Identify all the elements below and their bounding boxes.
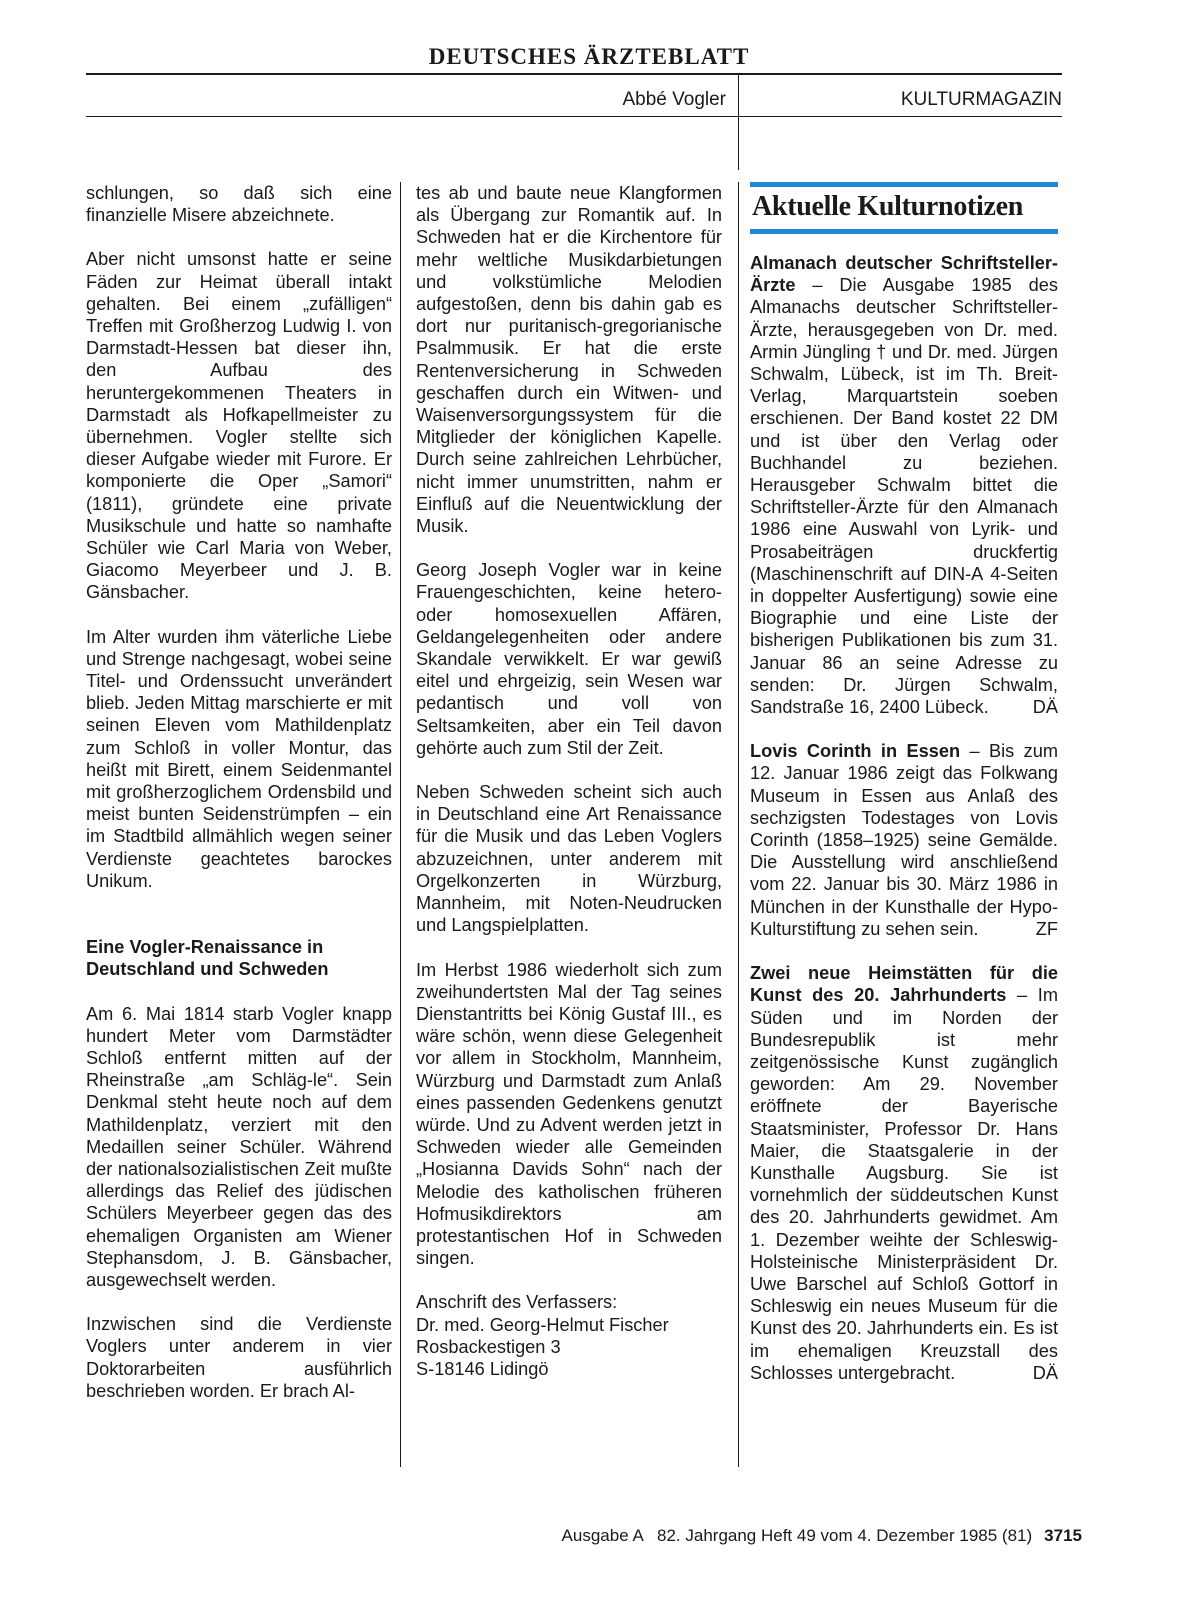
note-heading: Almanach deutscher Schriftsteller-Ärzte xyxy=(750,253,1058,296)
author-address-street: Rosbackestigen 3 xyxy=(416,1336,561,1357)
paragraph: Im Herbst 1986 wiederholt sich zum zweihundertsten Mal der Tag seines Dienstantritts bei König Gustaf III., es wäre schön, wenn diese Gelegenheit vor allem in Stockholm, Mannheim, Würzburg und Darmstadt zum Anlaß eines passenden Gedenkens genutzt würde. Und zu Advent werden jetzt in Schweden wieder alle Gemeinden „Hosianna Davids Sohn“ nach der Melodie des katholischen früheren Hofmusikdirektors am protestantischen Hof in Schweden singen. xyxy=(416,959,722,1269)
notes-title: Aktuelle Kulturnotizen xyxy=(752,191,1024,222)
author-address-name: Dr. med. Georg-Helmut Fischer xyxy=(416,1314,669,1335)
paragraph: Im Alter wurden ihm väterliche Liebe und Strenge nachgesagt, wobei seine Titel- und Ordenssucht unverändert blieb. Jeden Mittag marschierte er mit seinen Eleven vom Mathildenplatz zum Schloß in voller Montur, das heißt mit Birett, einem Seidenmantel mit großherzoglichem Ordensbild und meist bunten Seidenstrümpfen – ein im Stadtbild allmählich wegen seiner Verdienste geachtetes barockes Unikum. xyxy=(86,626,392,891)
section-category: KULTURMAGAZIN xyxy=(900,89,1062,110)
column-divider-1 xyxy=(400,182,401,1467)
section-title: Abbé Vogler xyxy=(622,89,726,110)
note-signature: ZF xyxy=(1035,918,1058,939)
top-rule xyxy=(86,73,1062,75)
paragraph: Neben Schweden scheint sich auch in Deutschland eine Art Renaissance für die Musik und das Leben Voglers abzuzeichnen, unter anderem mit Orgelkonzerten in Würzburg, Mannheim, mit Noten-Neudrucken und Langspielplatten. xyxy=(416,782,722,936)
culture-note xyxy=(750,252,1058,718)
paragraph: Inzwischen sind die Verdienste Voglers unter anderem in vier Doktorarbeiten ausführlich beschrieben worden. Er brach Al- xyxy=(86,1314,392,1401)
page-footer xyxy=(562,1525,1082,1547)
page-number: 3715 xyxy=(1044,1526,1082,1545)
title-bar-top xyxy=(750,182,1058,187)
header-divider xyxy=(738,74,739,170)
paragraph: Georg Joseph Vogler war in keine Frauengeschichten, keine hetero- oder homosexuellen Affären, Geldangelegenheiten oder andere Skandale verwikkelt. Er war gewiß eitel und ehrgeizig, sein Wesen war pedantisch und voll von Seltsamkeiten, aber ein Teil davon gehörte auch zum Stil der Zeit. xyxy=(416,560,722,758)
culture-note xyxy=(750,740,1058,940)
column-2 xyxy=(416,182,722,1380)
note-heading: Lovis Corinth in Essen xyxy=(750,741,961,762)
column-3 xyxy=(750,182,1058,1406)
paragraph: Am 6. Mai 1814 starb Vogler knapp hundert Meter vom Darmstädter Schloß entfernt mitten auf der Rheinstraße „am Schläg-le“. Sein Denkmal steht heute noch auf dem Mathildenplatz, verziert mit den Medaillen seiner Schüler. Während der nationalsozialistischen Zeit mußte allerdings das Relief des jüdischen Schülers Meyerbeer gegen das des ehemaligen Organisten am Wiener Stephansdom, J. B. Gänsbacher, ausgewechselt werden. xyxy=(86,1003,392,1290)
note-body: – Bis zum 12. Januar 1986 zeigt das Folkwang Museum in Essen aus Anlaß des sechzigsten Todestages von Lovis Corinth (1858–1925) seine Gemälde. Die Ausstellung wird anschließend vom 22. Januar bis 30. März 1986 in München in der Kunsthalle der Hypo-Kulturstiftung zu sehen sein. xyxy=(750,741,1058,939)
paragraph: schlungen, so daß sich eine finanzielle Misere abzeichnete. xyxy=(86,183,392,226)
note-heading: Zwei neue Heimstätten für die Kunst des 20. Jahrhunderts xyxy=(750,963,1058,1006)
author-address-label: Anschrift des Verfassers: xyxy=(416,1292,618,1313)
title-bar-bottom xyxy=(750,229,1058,234)
header-rule xyxy=(86,116,1062,117)
culture-note xyxy=(750,962,1058,1384)
issue-info: Ausgabe A 82. Jahrgang Heft 49 vom 4. Dezember 1985 (81) xyxy=(561,1526,1033,1545)
note-body: – Die Ausgabe 1985 des Almanachs deutscher Schriftsteller-Ärzte, herausgegeben von Dr. med. Armin Jüngling † und Dr. med. Jürgen Schwalm, Lübeck, ist im Th. Breit-Verlag, Marquartstein soeben erschienen. Der Band kostet 22 DM und ist über den Verlag oder Buchhandel zu beziehen. Herausgeber Schwalm bittet die Schriftsteller-Ärzte für den Almanach 1986 eine Auswahl von Lyrik- und Prosabeiträgen druckfertig (Maschinenschrift auf DIN-A 4-Seiten in doppelter Ausfertigung) sowie eine Biographie und eine Liste der bisherigen Publikationen bis zum 31. Januar 86 an seine Adresse zu senden: Dr. Jürgen Schwalm, Sandstraße 16, 2400 Lübeck. xyxy=(750,275,1058,718)
paragraph: Aber nicht umsonst hatte er seine Fäden zur Heimat überall intakt gehalten. Bei einem „zufälligen“ Treffen mit Großherzog Ludwig I. von Darmstadt-Hessen bat dieser ihn, den Aufbau des heruntergekommenen Theaters in Darmstadt als Hofkapellmeister zu übernehmen. Vogler stellte sich dieser Aufgabe wieder mit Furore. Er komponierte die Oper „Samori“ (1811), gründete eine private Musikschule und hatte so namhafte Schüler wie Carl Maria von Weber, Giacomo Meyerbeer und J. B. Gänsbacher. xyxy=(86,249,392,603)
subheading: Eine Vogler-Renaissance in Deutschland und Schweden xyxy=(86,937,329,980)
note-signature: DÄ xyxy=(1032,697,1058,718)
paragraph: tes ab und baute neue Klangformen als Übergang zur Romantik auf. In Schweden hat er die Kirchentore für mehr weltliche Musikdarbietungen und volkstümliche Melodien aufgestoßen, denn bis dahin gab es dort nur puritanisch-gregorianische Psalmmusik. Er hat die erste Rentenversicherung in Schweden geschaffen durch ein Witwen- und Waisenversorgungssystem für die Mitglieder der königlichen Kapelle. Durch seine zahlreichen Lehrbücher, nicht immer unumstritten, nahm er Einfluß auf die Neuentwicklung der Musik. xyxy=(416,183,722,537)
column-1 xyxy=(86,182,392,1424)
author-address-city: S-18146 Lidingö xyxy=(416,1358,549,1379)
column-divider-2 xyxy=(738,182,739,1467)
note-signature: DÄ xyxy=(1032,1362,1058,1383)
masthead: DEUTSCHES ÄRZTEBLATT xyxy=(428,44,750,69)
note-body: – Im Süden und im Norden der Bundesrepublik ist mehr zeitgenössische Kunst zugänglich geworden: Am 29. November eröffnete der Bayerische Staatsminister, Professor Dr. Hans Maier, die Staatsgalerie in der Kunsthalle Augsburg. Sie ist vornehmlich der süddeutschen Kunst des 20. Jahrhunderts gewidmet. Am 1. Dezember weihte der Schleswig-Holsteinische Ministerpräsident Dr. Uwe Barschel auf Schloß Gottorf in Schleswig ein neues Museum für die Kunst des 20. Jahrhunderts ein. Es ist im ehemaligen Kreuzstall des Schlosses untergebracht. xyxy=(750,985,1058,1383)
